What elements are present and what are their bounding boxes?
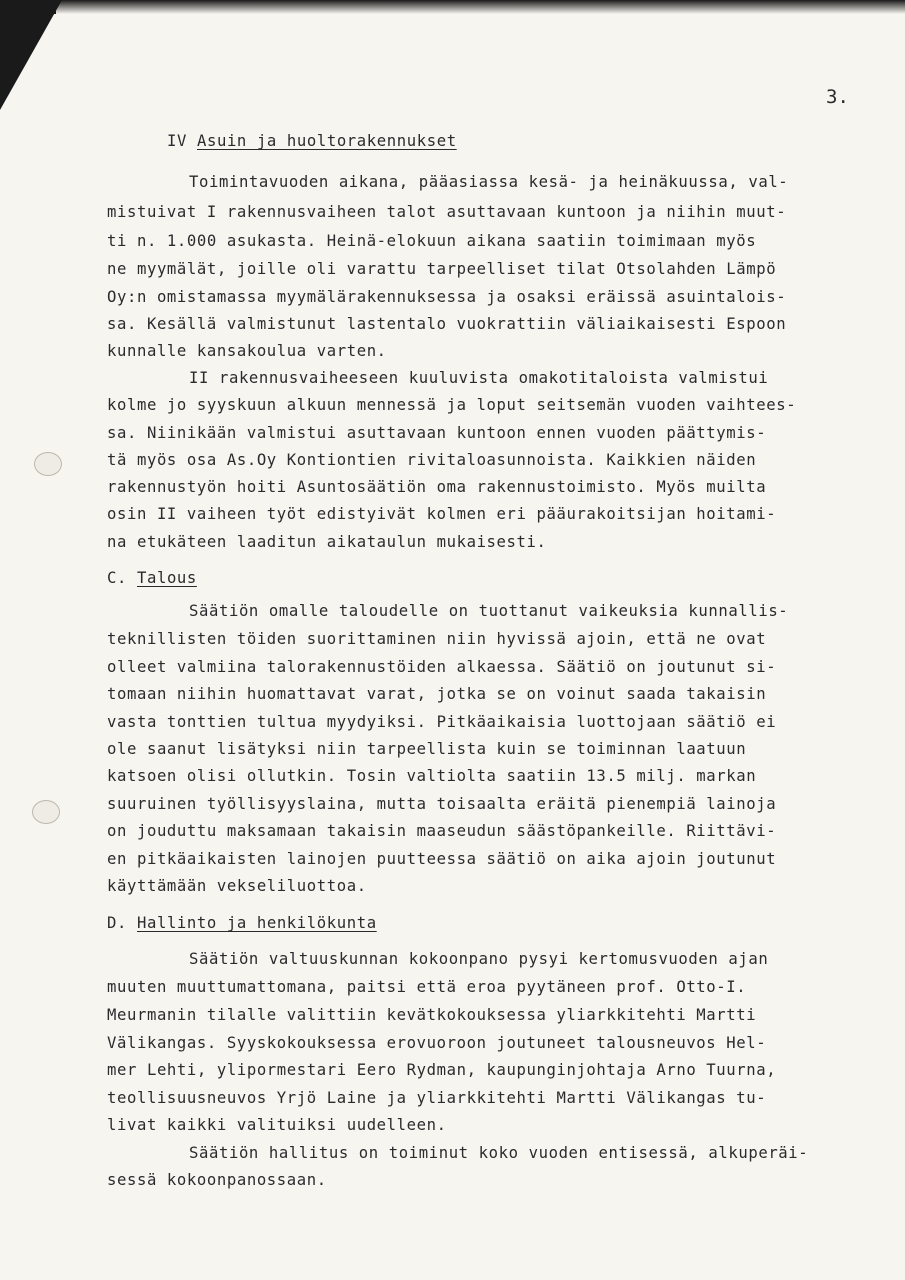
paragraph-line: käyttämään vekseliluottoa. [107, 877, 367, 895]
paragraph-line: Säätiön hallitus on toiminut koko vuoden entisessä, alkuperäi- [189, 1144, 809, 1162]
paragraph-line: sa. Kesällä valmistunut lastentalo vuokrattiin väliaikaisesti Espoon [107, 315, 787, 333]
paragraph-line: sa. Niinikään valmistui asuttavaan kuntoon ennen vuoden päättymis- [107, 424, 767, 442]
paragraph-line: ne myymälät, joille oli varattu tarpeelliset tilat Otsolahden Lämpö [107, 260, 777, 278]
paragraph-line: kolme jo syyskuun alkuun mennessä ja loput seitsemän vuoden vaihtees- [107, 396, 797, 414]
section-iv-roman: IV [167, 132, 187, 150]
paragraph-line: ole saanut lisätyksi niin tarpeellista kuin se toiminnan laatuun [107, 740, 747, 758]
section-heading [107, 569, 197, 587]
paragraph-line: rakennustyön hoiti Asuntosäätiön oma rakennustoimisto. Myös muilta [107, 478, 767, 496]
paragraph-line: kunnalle kansakoulua varten. [107, 342, 387, 360]
paragraph-line: tä myös osa As.Oy Kontiontien rivitaloasunnoista. Kaikkien näiden [107, 451, 757, 469]
paragraph-line: vasta tonttien tultua myydyiksi. Pitkäaikaisia luottojaan säätiö ei [107, 713, 777, 731]
section-heading [167, 132, 457, 150]
punch-hole-upper [34, 452, 62, 476]
page-number: 3. [826, 86, 849, 108]
paragraph-line: olleet valmiina talorakennustöiden alkaessa. Säätiö on joutunut si- [107, 658, 777, 676]
paragraph-line: Oy:n omistamassa myymälärakennuksessa ja osaksi eräissä asuintalois- [107, 288, 787, 306]
paragraph-line: Meurmanin tilalle valittiin kevätkokouksessa yliarkkitehti Martti [107, 1006, 757, 1024]
paragraph-line: en pitkäaikaisten lainojen puutteessa säätiö on aika ajoin joutunut [107, 850, 777, 868]
paragraph-line: Välikangas. Syyskokouksessa erovuoroon joutuneet talousneuvos Hel- [107, 1034, 767, 1052]
folded-corner [0, 0, 62, 110]
paragraph-line: osin II vaiheen työt edistyivät kolmen eri pääurakoitsijan hoitami- [107, 505, 777, 523]
scan-top-edge-fade [56, 0, 905, 14]
paragraph-line: on jouduttu maksamaan takaisin maaseudun säästöpankeille. Riittävi- [107, 822, 777, 840]
section-d-title: Hallinto ja henkilökunta [136, 914, 377, 932]
paragraph-line: na etukäteen laaditun aikataulun mukaisesti. [107, 533, 547, 551]
section-c-letter: C. [107, 569, 127, 587]
paragraph-line: sessä kokoonpanossaan. [107, 1171, 327, 1189]
paragraph-line: tomaan niihin huomattavat varat, jotka se on voinut saada takaisin [107, 685, 767, 703]
paragraph-line: livat kaikki valituiksi uudelleen. [107, 1116, 447, 1134]
paragraph-line: Säätiön valtuuskunnan kokoonpano pysyi kertomusvuoden ajan [189, 950, 769, 968]
paragraph-line: suuruinen työllisyyslaina, mutta toisaalta eräitä pienempiä lainoja [107, 795, 777, 813]
section-d-letter: D. [107, 914, 127, 932]
paragraph-line: mer Lehti, ylipormestari Eero Rydman, kaupunginjohtaja Arno Tuurna, [107, 1061, 777, 1079]
section-heading [107, 914, 377, 932]
paragraph-line: katsoen olisi ollutkin. Tosin valtiolta saatiin 13.5 milj. markan [107, 767, 757, 785]
paragraph-line: mistuivat I rakennusvaiheen talot asuttavaan kuntoon ja niihin muut- [107, 203, 787, 221]
section-iv-title: Asuin ja huoltorakennukset [196, 132, 457, 150]
paragraph-line: teknillisten töiden suorittaminen niin hyvissä ajoin, että ne ovat [107, 630, 767, 648]
paragraph-line: muuten muuttumattomana, paitsi että eroa pyytäneen prof. Otto-I. [107, 978, 747, 996]
punch-hole-lower [32, 800, 60, 824]
section-c-title: Talous [136, 569, 197, 587]
paragraph-line: Toimintavuoden aikana, pääasiassa kesä- ja heinäkuussa, val- [189, 173, 789, 191]
paragraph-line: II rakennusvaiheeseen kuuluvista omakotitaloista valmistui [189, 369, 769, 387]
paragraph-line: teollisuusneuvos Yrjö Laine ja yliarkkitehti Martti Välikangas tu- [107, 1089, 767, 1107]
paragraph-line: Säätiön omalle taloudelle on tuottanut vaikeuksia kunnallis- [189, 602, 789, 620]
paragraph-line: ti n. 1.000 asukasta. Heinä-elokuun aikana saatiin toimimaan myös [107, 232, 757, 250]
